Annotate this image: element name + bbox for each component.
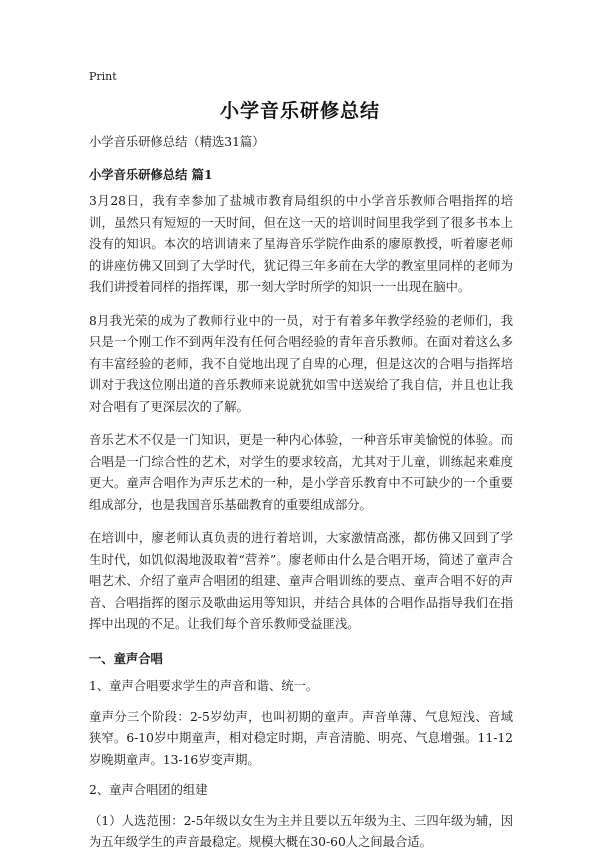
item-one: 1、童声合唱要求学生的声音和谐、统一。	[89, 679, 319, 693]
document-subtitle: 小学音乐研修总结（精选31篇）	[89, 135, 265, 149]
page-title: 小学音乐研修总结	[219, 100, 380, 122]
print-label: Print	[89, 70, 117, 83]
paragraph-2: 8月我光荣的成为了教师行业中的一员，对于有着多年教学经验的老师们，我只是一个刚工作不到两年没有任何合唱经验的青年音乐教师。在面对着这么多有丰富经验的老师，我不自觉地出现了自卑的心理，但是这次的合唱与指挥培训对于我这位刚出道的音乐教师来说就犹如雪中送炭给了我自信，并且也让我对合唱有了更深层次的了解。	[89, 313, 513, 414]
part-one-heading: 一、童声合唱	[89, 650, 163, 666]
item-one-detail: 童声分三个阶段：2-5岁幼声，也叫初期的童声。声音单薄、气息短浅、音域狭窄。6-10岁中期童声，相对稳定时期，声音清脆、明亮、气息增强。11-12岁晚期童声。13-16岁变声期。	[89, 709, 513, 767]
item-two-sub: （1）人选范围：2-5年级以女生为主并且要以五年级为主、三四年级为辅，因为五年级学生的声音最稳定。规模大概在30-60人之间最合适。	[89, 813, 513, 849]
item-two: 2、童声合唱团的组建	[89, 783, 208, 797]
section-heading: 小学音乐研修总结 篇1	[89, 166, 213, 182]
document-body	[89, 132, 513, 863]
paragraph-1: 3月28日，我有幸参加了盐城市教育局组织的中小学音乐教师合唱指挥的培训，虽然只有短短的一天时间，但在这一天的培训时间里我学到了很多书本上没有的知识。本次的培训请来了星海音乐学院作曲系的廖原教授，听着廖老师的讲座仿佛又回到了大学时代，犹记得三年多前在大学的教室里同样的老师为我们讲授着同样的指挥课，那一刻大学时所学的知识一一出现在脑中。	[89, 194, 513, 294]
paragraph-3: 音乐艺术不仅是一门知识，更是一种内心体验，一种音乐审美愉悦的体验。而合唱是一门综合性的艺术，对学生的要求较高，尤其对于儿童，训练起来难度更大。童声合唱作为声乐艺术的一种，是小学音乐教育中不可缺少的一个重要组成部分，也是我国音乐基础教育的重要组成部分。	[89, 433, 513, 512]
paragraph-4: 在培训中，廖老师认真负责的进行着培训，大家激情高涨，都仿佛又回到了学生时代，如饥似渴地汲取着“营养”。廖老师由什么是合唱开场，简述了童声合唱艺术、介绍了童声合唱团的组建、童声合唱训练的要点、童声合唱不好的声音、合唱指挥的图示及歌曲运用等知识，并结合具体的合唱作品指导我们在指挥中出现的不足。让我们每个音乐教师受益匪浅。	[89, 531, 513, 631]
